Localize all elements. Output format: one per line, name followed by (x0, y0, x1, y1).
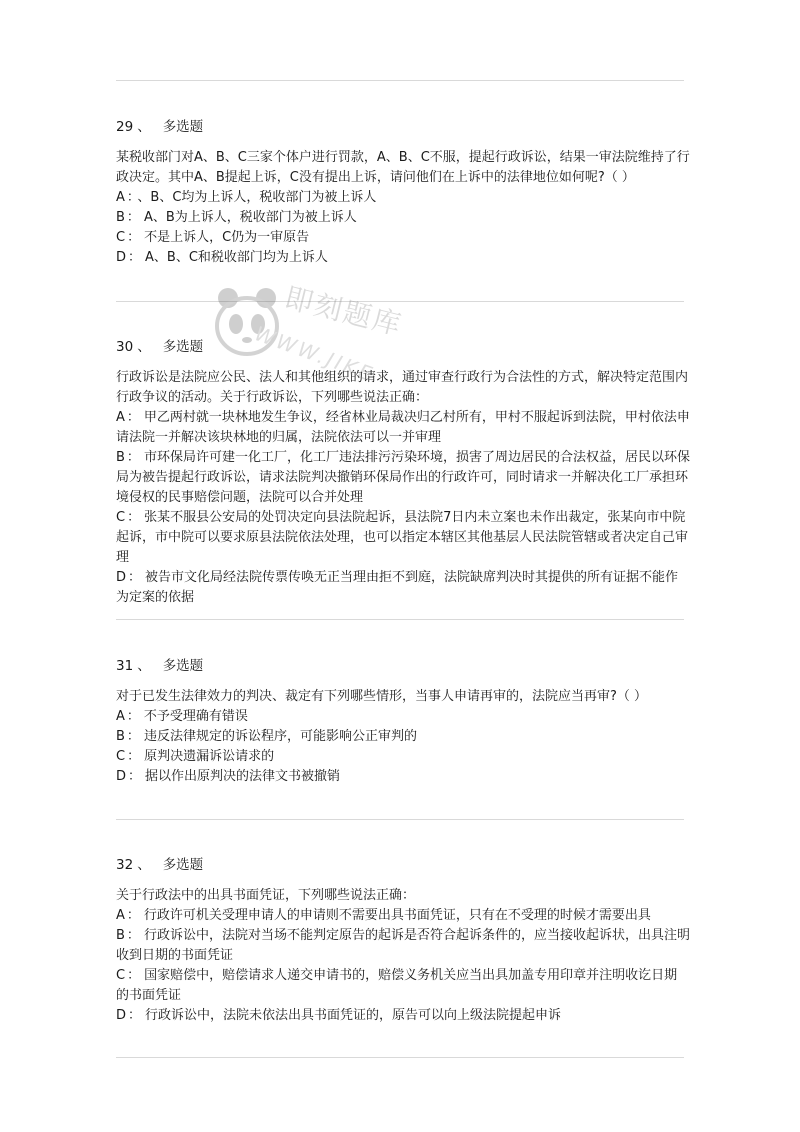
question-type: 多选题 (162, 339, 204, 355)
watermark-text: 即刻题库 (281, 280, 406, 342)
option-text: 被告市文化局经法院传票传唤无正当理由拒不到庭，法院缺席判决时其提供的所有证据不能作为定案的依据 (116, 570, 679, 605)
option-c (116, 228, 690, 248)
question-31 (116, 656, 690, 787)
question-separator: 、 (137, 119, 151, 135)
option-text: 甲乙两村就一块林地发生争议，经省林业局裁决归乙村所有，甲村不服起诉到法院，甲村依法申请法院一并解决该块林地的归属，法院依法可以一并审理 (116, 410, 690, 445)
question-header (116, 337, 690, 357)
option-text: 不予受理确有错误 (143, 709, 248, 724)
option-colon: ： (127, 230, 141, 245)
divider (116, 80, 684, 81)
option-b (116, 926, 690, 966)
question-number: 29 (116, 119, 134, 135)
question-separator: 、 (137, 857, 151, 873)
option-colon: ： (126, 410, 140, 425)
divider (116, 819, 684, 820)
option-text: 行政许可机关受理申请人的申请则不需要出具书面凭证，只有在不受理的时候才需要出具 (143, 908, 651, 923)
option-a (116, 408, 690, 448)
option-a (116, 906, 690, 926)
question-type: 多选题 (162, 119, 204, 135)
question-type: 多选题 (162, 658, 204, 674)
question-type: 多选题 (162, 857, 204, 873)
question-stem: 对于已发生法律效力的判决、裁定有下列哪些情形，当事人申请再审的，法院应当再审?（ ） (116, 689, 648, 704)
option-d (116, 1006, 690, 1026)
option-colon: ： (127, 510, 141, 525)
question-header (116, 855, 690, 875)
question-separator: 、 (137, 658, 151, 674)
option-letter: D (116, 570, 127, 585)
option-colon: ： (127, 968, 141, 983)
option-text: 行政诉讼中，法院对当场不能判定原告的起诉是否符合起诉条件的，应当接收起诉状，出具注明收到日期的书面凭证 (116, 928, 690, 963)
option-letter: B (116, 210, 125, 225)
option-letter: D (116, 1008, 127, 1023)
option-letter: B (116, 450, 125, 465)
option-colon: ： (126, 210, 140, 225)
question-number: 31 (116, 658, 134, 674)
option-text: A、B、C和税收部门均为上诉人 (145, 250, 328, 265)
question-separator: 、 (137, 339, 151, 355)
divider (116, 1057, 684, 1058)
divider (116, 619, 684, 620)
option-colon: ： (126, 928, 140, 943)
option-d (116, 568, 690, 608)
option-colon: ： (126, 729, 140, 744)
option-letter: C (116, 230, 126, 245)
option-a (116, 707, 690, 727)
question-stem: 某税收部门对A、B、C三家个体户进行罚款，A、B、C不服，提起行政诉讼，结果一审法院维持了行政决定。其中A、B提起上诉，C没有提出上诉，请问他们在上诉中的法律地位如何呢?（ ） (116, 150, 690, 185)
option-text: A、B为上诉人，税收部门为被上诉人 (143, 210, 357, 225)
option-colon: ： (126, 709, 140, 724)
option-letter: D (116, 250, 127, 265)
option-b (116, 208, 690, 228)
option-d (116, 248, 690, 268)
option-text: 张某不服县公安局的处罚决定向县法院起诉，县法院7日内未立案也未作出裁定，张某向市中院起诉，市中院可以要求原县法院依法处理，也可以指定本辖区其他基层人民法院管辖或者决定自己审理 (116, 510, 689, 565)
watermark-subtext: WWW.JIKE (251, 321, 378, 387)
option-d (116, 767, 690, 787)
question-header (116, 656, 690, 676)
option-text: 据以作出原判决的法律文书被撤销 (145, 769, 341, 784)
option-c (116, 508, 690, 568)
option-colon: ： (128, 570, 142, 585)
option-b (116, 727, 690, 747)
question-header (116, 117, 690, 137)
option-letter: A (116, 190, 125, 205)
option-colon: ： (128, 1008, 142, 1023)
option-colon: ： (126, 190, 134, 205)
option-text: 、B、C均为上诉人，税收部门为被上诉人 (137, 190, 377, 205)
option-c (116, 747, 690, 767)
option-colon: ： (128, 769, 142, 784)
question-stem: 行政诉讼是法院应公民、法人和其他组织的请求，通过审查行政行为合法性的方式，解决特定范围内行政争议的活动。关于行政诉讼，下列哪些说法正确： (116, 370, 689, 405)
option-letter: C (116, 968, 126, 983)
option-colon: ： (126, 450, 140, 465)
question-30 (116, 337, 690, 608)
option-text: 违反法律规定的诉讼程序，可能影响公正审判的 (143, 729, 417, 744)
option-colon: ： (128, 250, 142, 265)
option-letter: D (116, 769, 127, 784)
option-c (116, 966, 690, 1006)
option-colon: ： (127, 749, 141, 764)
question-number: 32 (116, 857, 134, 873)
option-text: 国家赔偿中，赔偿请求人递交申请书的，赔偿义务机关应当出具加盖专用印章并注明收讫日期的书面凭证 (116, 968, 678, 1003)
question-29 (116, 117, 690, 268)
option-letter: C (116, 749, 126, 764)
question-32 (116, 855, 690, 1026)
option-text: 原判决遗漏诉讼请求的 (144, 749, 275, 764)
question-stem: 关于行政法中的出具书面凭证，下列哪些说法正确： (116, 888, 416, 903)
divider (116, 301, 684, 302)
option-letter: A (116, 410, 125, 425)
option-colon: ： (126, 908, 140, 923)
option-letter: C (116, 510, 126, 525)
question-number: 30 (116, 339, 134, 355)
option-letter: A (116, 709, 125, 724)
option-letter: B (116, 928, 125, 943)
option-letter: A (116, 908, 125, 923)
option-text: 行政诉讼中，法院未依法出具书面凭证的，原告可以向上级法院提起申诉 (145, 1008, 562, 1023)
option-text: 不是上诉人，C仍为一审原告 (144, 230, 310, 245)
option-b (116, 448, 690, 508)
option-a (116, 188, 690, 208)
option-letter: B (116, 729, 125, 744)
option-text: 市环保局许可建一化工厂，化工厂违法排污污染环境，损害了周边居民的合法权益，居民以环保局为被告提起行政诉讼，请求法院判决撤销环保局作出的行政许可，同时请求一并解决化工厂承担环境侵权的民事赔偿问题，法院可以合并处理 (116, 450, 690, 505)
